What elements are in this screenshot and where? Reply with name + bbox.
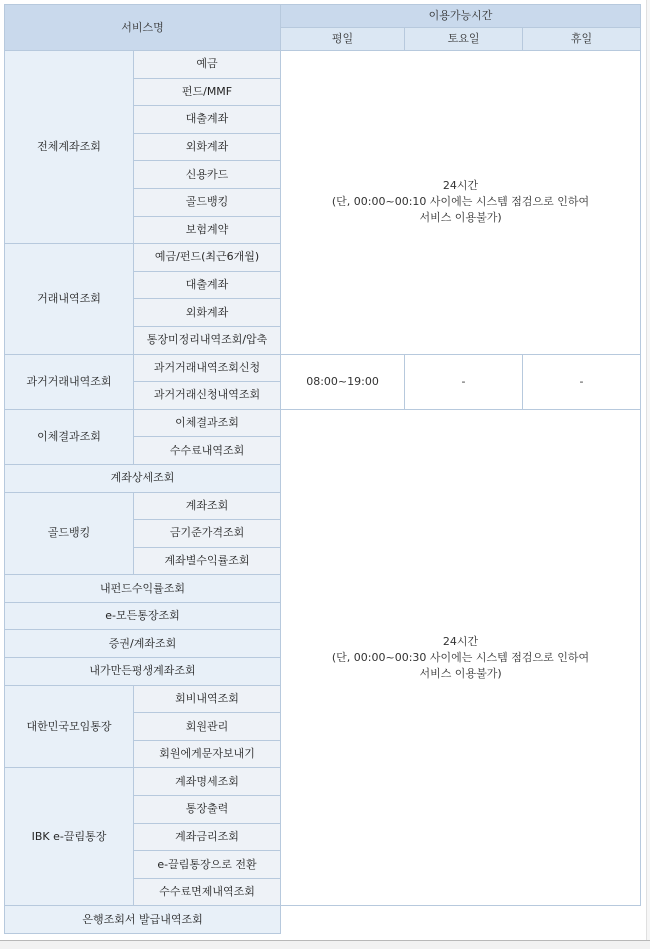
sub-item: 수수료내역조회 (134, 437, 281, 465)
sub-item: 외화계좌 (134, 133, 281, 161)
past-weekday-time: 08:00~19:00 (281, 354, 405, 409)
sub-item: 과거거래내역조회신청 (134, 354, 281, 382)
sub-item: 외화계좌 (134, 299, 281, 327)
window-right-edge (646, 0, 650, 940)
header-weekday: 평일 (281, 28, 405, 51)
sub-item: 회원에게문자보내기 (134, 740, 281, 768)
group-account-detail: 계좌상세조회 (5, 464, 281, 492)
sub-item: 계좌조회 (134, 492, 281, 520)
group-securities: 증권/계좌조회 (5, 630, 281, 658)
group-transfer-result: 이체결과조회 (5, 409, 134, 464)
group-all-account: 전체계좌조회 (5, 51, 134, 244)
sub-item: 계좌명세조회 (134, 768, 281, 796)
sub-item: 예금/펀드(최근6개월) (134, 244, 281, 272)
sub-item: 금기준가격조회 (134, 520, 281, 548)
group-transaction: 거래내역조회 (5, 244, 134, 354)
sub-item: 이체결과조회 (134, 409, 281, 437)
service-hours-table-wrapper (4, 4, 640, 934)
time-block-1-line2: (단, 00:00~00:10 사이에는 시스템 점검으로 인하여 (331, 195, 590, 209)
sub-item: 회비내역조회 (134, 685, 281, 713)
time-block-1-line1: 24시간 (442, 179, 479, 193)
time-block-1-line3: 서비스 이용불가) (419, 211, 502, 225)
sub-item: 회원관리 (134, 713, 281, 741)
time-block-1 (281, 51, 641, 355)
sub-item: 예금 (134, 51, 281, 79)
time-block-2-line1: 24시간 (442, 634, 479, 648)
past-holiday-time: - (523, 354, 641, 409)
sub-item: 대출계좌 (134, 271, 281, 299)
group-bank-statement: 은행조회서 발급내역조회 (5, 906, 281, 934)
group-my-fund-return: 내펀드수익률조회 (5, 575, 281, 603)
header-available-time: 이용가능시간 (281, 5, 641, 28)
sub-item: 골드뱅킹 (134, 188, 281, 216)
header-holiday: 휴일 (523, 28, 641, 51)
sub-item: 계좌금리조회 (134, 823, 281, 851)
group-my-lifelong: 내가만든평생계좌조회 (5, 658, 281, 686)
time-block-2-line2: (단, 00:00~00:30 사이에는 시스템 점검으로 인하여 (331, 650, 590, 664)
service-hours-table (4, 4, 641, 934)
group-past-transaction: 과거거래내역조회 (5, 354, 134, 409)
group-gold-banking: 골드뱅킹 (5, 492, 134, 575)
sub-item: 통장미정리내역조회/압축 (134, 326, 281, 354)
sub-item: 과거거래신청내역조회 (134, 382, 281, 410)
sub-item: 대출계좌 (134, 106, 281, 134)
header-service-name: 서비스명 (5, 5, 281, 51)
group-korea-gathering: 대한민국모임통장 (5, 685, 134, 768)
header-saturday: 토요일 (405, 28, 523, 51)
group-ibk-clip: IBK e-끌림통장 (5, 768, 134, 906)
sub-item: e-끌림통장으로 전환 (134, 851, 281, 879)
group-e-all-account: e-모든통장조회 (5, 602, 281, 630)
past-saturday-time: - (405, 354, 523, 409)
time-block-2-line3: 서비스 이용불가) (419, 666, 502, 680)
sub-item: 수수료면제내역조회 (134, 878, 281, 906)
sub-item: 통장출력 (134, 796, 281, 824)
sub-item: 신용카드 (134, 161, 281, 189)
sub-item: 보험계약 (134, 216, 281, 244)
sub-item: 계좌별수익률조회 (134, 547, 281, 575)
time-block-2 (281, 409, 641, 906)
sub-item: 펀드/MMF (134, 78, 281, 106)
